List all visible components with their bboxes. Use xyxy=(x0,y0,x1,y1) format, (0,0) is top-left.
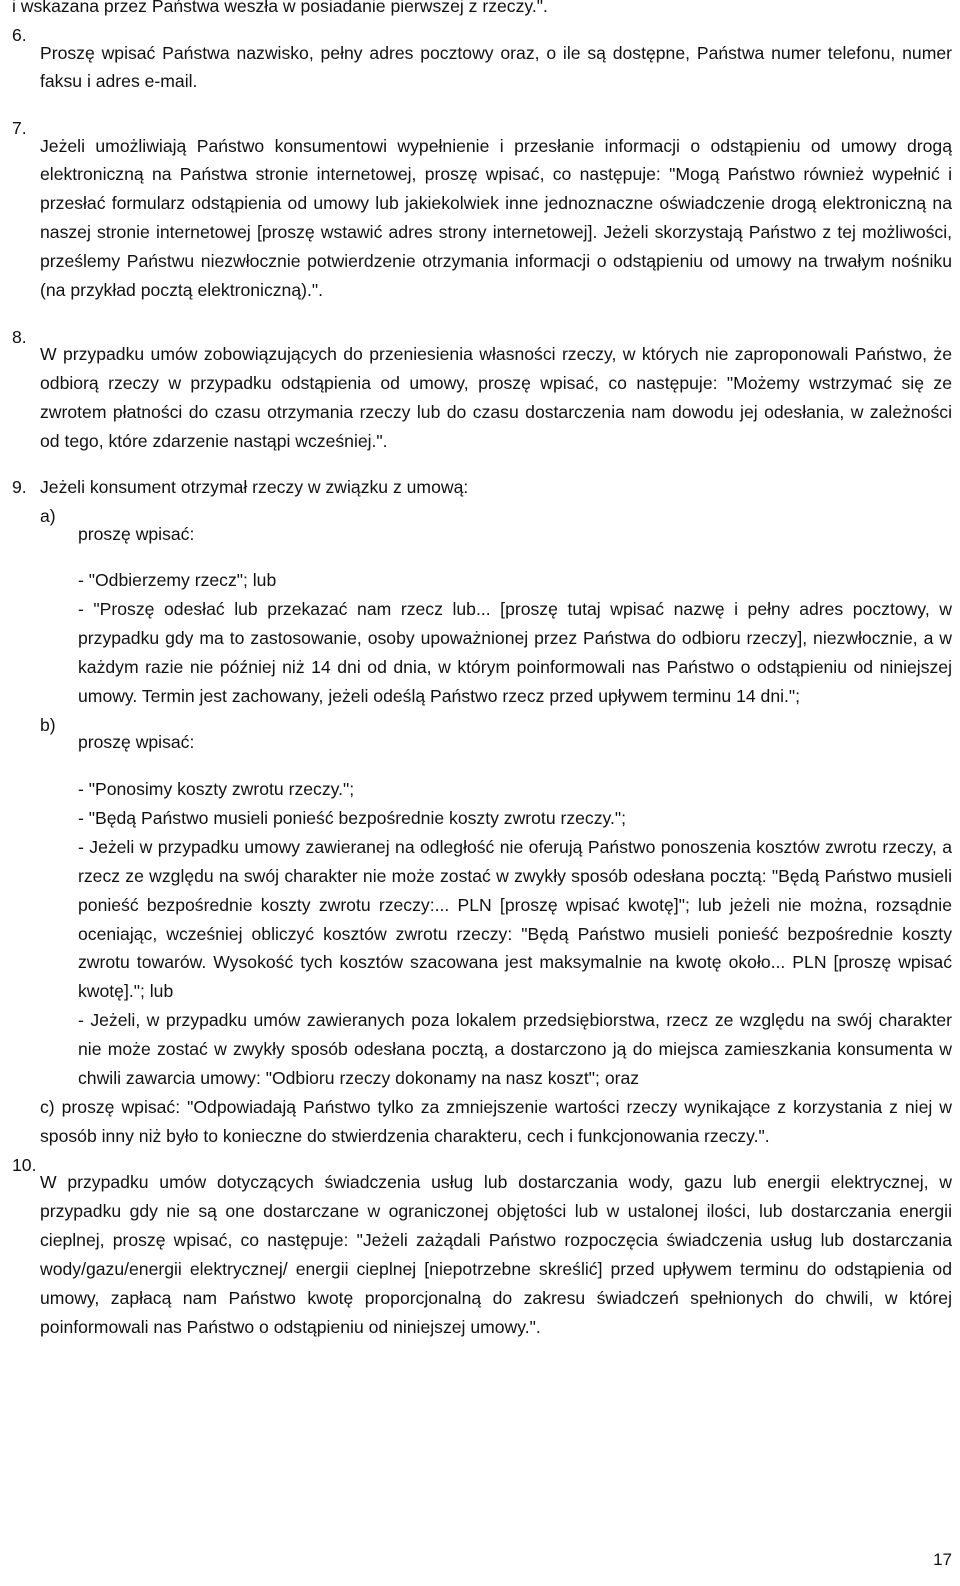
dash-item: - "Proszę odesłać lub przekazać nam rzecz lub... [proszę tutaj wpisać nazwę i pełny adres pocztowy, w przypadku gdy ma to zastosowanie, osoby upoważnionej przez Państwa do odbioru rzeczy], niezwłocznie, a w każdym razie nie później niż 14 dni od dnia, w którym poinformowali nas Państwo o odstąpieniu od niniejszej umowy. Termin jest zachowany, jeżeli odeślą Państwo rzecz przed upływem terminu 14 dni."; xyxy=(78,599,952,706)
item-number: 7. xyxy=(12,117,27,138)
dash-item: - "Odbierzemy rzecz"; lub xyxy=(78,570,277,591)
item-9-body xyxy=(40,473,952,1150)
item-number: 6. xyxy=(12,24,27,45)
item-number: 10. xyxy=(12,1154,37,1175)
list-item-9 xyxy=(12,473,952,1150)
list-item-10 xyxy=(12,1151,952,1360)
dash-item: - Jeżeli w przypadku umowy zawieranej na odległość nie oferują Państwo ponoszenia kosztów zwrotu rzeczy, a rzecz ze względu na swój charakter nie może zostać w zwykły sposób odesłana pocztą: "Będą Państwo musieli ponieść bezpośrednie koszty zwrotu rzeczy:... PLN [proszę wpisać kwotę]"; lub jeżeli nie można, rozsądnie oceniając, wcześniej obliczyć kosztów zwrotu rzeczy: "Będą Państwo musieli ponieść bezpośrednie koszty zwrotu towarów. Wysokość tych kosztów szacowana jest maksymalnie na kwotę około... PLN [proszę wpisać kwotę]."; lub xyxy=(78,836,952,1002)
list-item-8 xyxy=(12,323,952,474)
subitem-label: b) xyxy=(40,714,56,735)
intro-line: i wskazana przez Państwa weszła w posiadanie pierwszej z rzeczy.". xyxy=(12,0,548,16)
item-text: W przypadku umów zobowiązujących do przeniesienia własności rzeczy, w których nie zaproponowali Państwo, że odbiorą rzeczy w przypadku odstąpienia od umowy, proszę wpisać, co następuje: "Możemy wstrzymać się ze zwrotem płatności do czasu otrzymania rzeczy lub do czasu dostarczenia nam dowodu jej odesłania, w zależności od tego, które zdarzenie nastąpi wcześniej.". xyxy=(40,344,952,451)
dash-item: - Jeżeli, w przypadku umów zawieranych poza lokalem przedsiębiorstwa, rzecz ze względu na swój charakter nie może zostać w zwykły sposób odesłana pocztą, a dostarczono ją do miejsca zamieszkania konsumenta w chwili zawarcia umowy: "Odbioru rzeczy dokonamy na nasz koszt"; oraz xyxy=(78,1010,952,1089)
item-text: Proszę wpisać Państwa nazwisko, pełny adres pocztowy oraz, o ile są dostępne, Państwa numer telefonu, numer faksu i adres e-mail. xyxy=(40,42,952,92)
item-text: Jeżeli konsument otrzymał rzeczy w związku z umową: xyxy=(40,477,469,498)
dash-item: - "Ponosimy koszty zwrotu rzeczy."; xyxy=(78,778,355,799)
subitem-intro: proszę wpisać: xyxy=(78,732,195,753)
item-number: 9. xyxy=(12,477,27,498)
subitem-label: a) xyxy=(40,506,56,527)
item-text: W przypadku umów dotyczących świadczenia usług lub dostarczania wody, gazu lub energii elektrycznej, w przypadku gdy nie są one dostarczane w ograniczonej objętości lub w ustalonej ilości, lub dostarczania energii cieplnej, proszę wpisać, co następuje: "Jeżeli zażądali Państwo rozpoczęcia świadczenia usług lub dostarczania wody/gazu/energii elektrycznej/ energii cieplnej [niepotrzebne skreślić] przed upływem terminu do odstąpienia od umowy, zapłacą nam Państwo kwotę proporcjonalną do zakresu świadczeń spełnionych do chwili, w której poinformowali nas Państwo o odstąpieniu od niniejszej umowy.". xyxy=(40,1172,952,1337)
subitem-intro: proszę wpisać: xyxy=(78,523,195,544)
document-text xyxy=(12,0,952,1359)
dash-item: - "Będą Państwo musieli ponieść bezpośrednie koszty zwrotu rzeczy."; xyxy=(78,807,627,828)
page-number: 17 xyxy=(933,1550,952,1569)
subitem-a xyxy=(40,502,952,566)
subitem-b xyxy=(40,711,952,775)
list-item-7 xyxy=(12,114,952,323)
item-text: Jeżeli umożliwiają Państwo konsumentowi wypełnienie i przesłanie informacji o odstąpieniu od umowy drogą elektroniczną na Państwa stronie internetowej, proszę wpisać, co następuje: "Mogą Państwo również wypełnić i przesłać formularz odstąpienia od umowy lub jakiekolwiek inne jednoznaczne oświadczenie drogą elektroniczną na naszej stronie internetowej [proszę wstawić adres strony internetowej]. Jeżeli skorzystają Państwo z tej możliwości, prześlemy Państwu niezwłocznie potwierdzenie otrzymania informacji o odstąpieniu od umowy na trwałym nośniku (na przykład pocztą elektroniczną).". xyxy=(40,135,952,301)
list-item-6 xyxy=(12,21,952,114)
subitem-c: c) proszę wpisać: "Odpowiadają Państwo tylko za zmniejszenie wartości rzeczy wynikające z korzystania z niej w sposób inny niż było to konieczne do stwierdzenia charakteru, cech i funkcjonowania rzeczy.". xyxy=(40,1096,952,1146)
item-number: 8. xyxy=(12,326,27,347)
